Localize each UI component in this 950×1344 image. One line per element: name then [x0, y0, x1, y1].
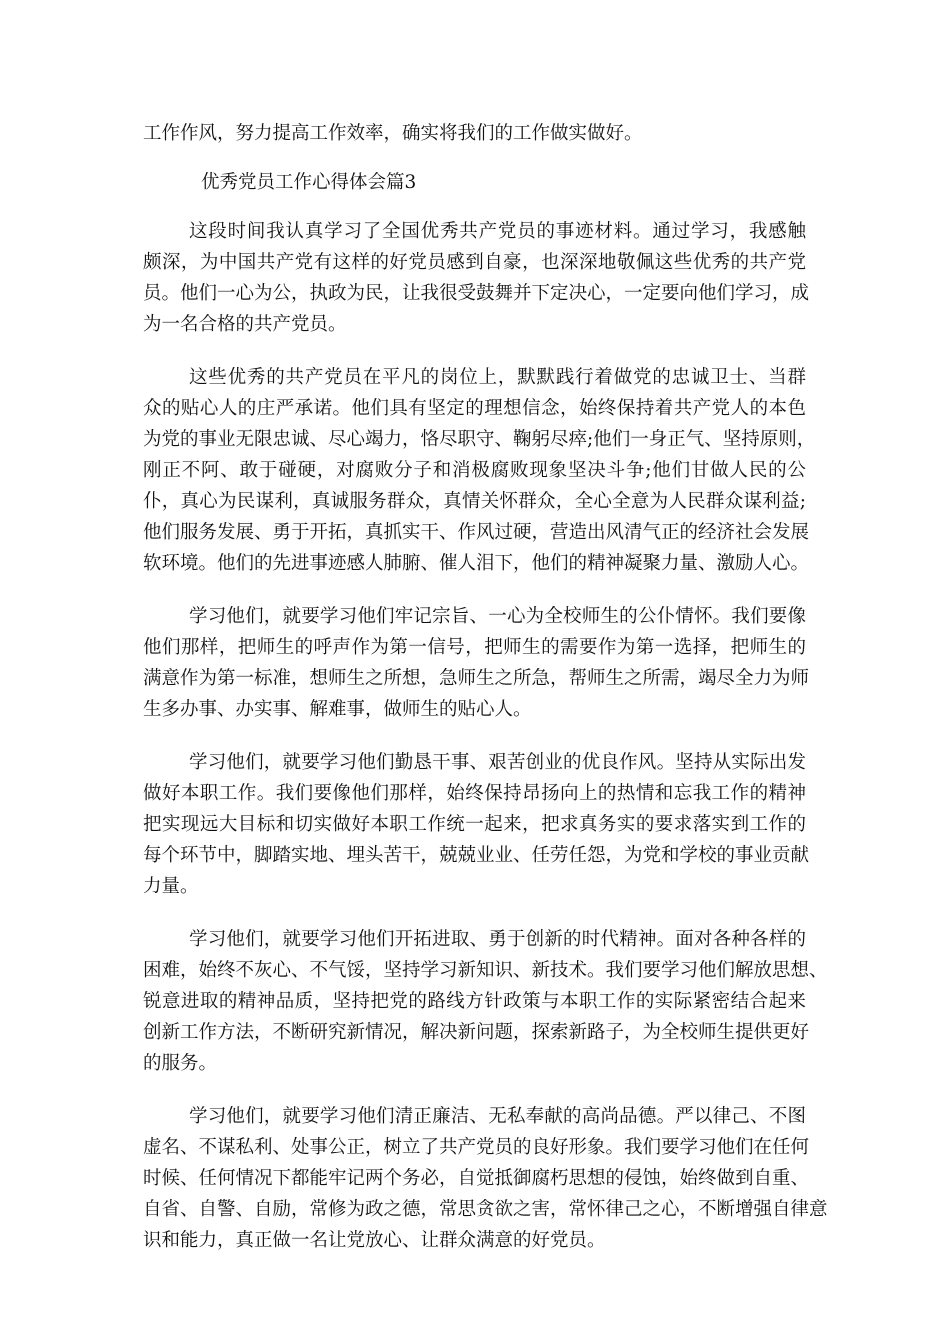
- paragraph-4: [143, 747, 810, 902]
- paragraph-line: 每个环节中，脚踏实地、埋头苦干，兢兢业业、任劳任怨，为党和学校的事业贡献: [143, 845, 810, 866]
- paragraph-line: 的服务。: [143, 1053, 218, 1074]
- paragraph-line: 刚正不阿、敢于碰硬，对腐败分子和消极腐败现象坚决斗争;他们甘做人民的公: [143, 460, 806, 481]
- paragraph-3: [143, 601, 810, 725]
- paragraph-line: 众的贴心人的庄严承诺。他们具有坚定的理想信念，始终保持着共产党人的本色: [143, 398, 806, 419]
- paragraph-line: 他们那样，把师生的呼声作为第一信号，把师生的需要作为第一选择，把师生的: [143, 637, 806, 658]
- paragraph-5: [143, 924, 828, 1079]
- paragraph-line: 学习他们，就要学习他们开拓进取、勇于创新的时代精神。面对各种各样的: [189, 929, 806, 950]
- paragraph-line: 仆，真心为民谋利，真诚服务群众，真情关怀群众，全心全意为人民群众谋利益;: [143, 491, 806, 512]
- paragraph-line: 学习他们，就要学习他们牢记宗旨、一心为全校师生的公仆情怀。我们要像: [189, 606, 806, 627]
- paragraph-line: 为一名合格的共产党员。: [143, 314, 347, 335]
- document-body: [143, 118, 828, 1256]
- paragraph-line: 力量。: [143, 876, 199, 897]
- paragraph-line: 识和能力，真正做一名让党放心、让群众满意的好党员。: [143, 1230, 606, 1251]
- paragraph-line: 这段时间我认真学习了全国优秀共产党员的事迹材料。通过学习，我感触: [189, 221, 806, 242]
- paragraph-line: 锐意进取的精神品质，坚持把党的路线方针政策与本职工作的实际紧密结合起来: [143, 991, 806, 1012]
- paragraph-line: 困难，始终不灰心、不气馁，坚持学习新知识、新技术。我们要学习他们解放思想、: [143, 960, 828, 981]
- paragraph-line: 虚名、不谋私利、处事公正，树立了共产党员的良好形象。我们要学习他们在任何: [143, 1137, 810, 1158]
- paragraph-line: 为党的事业无限忠诚、尽心竭力，恪尽职守、鞠躬尽瘁;他们一身正气、坚持原则，: [143, 429, 816, 450]
- intro-line: 工作作风，努力提高工作效率，确实将我们的工作做实做好。: [143, 123, 643, 144]
- paragraph-line: 学习他们，就要学习他们勤恳干事、艰苦创业的优良作风。坚持从实际出发: [189, 752, 806, 773]
- paragraph-line: 创新工作方法，不断研究新情况，解决新问题，探索新路子，为全校师生提供更好: [143, 1022, 810, 1043]
- paragraph-2: [143, 362, 816, 579]
- paragraph-1: [143, 216, 810, 340]
- paragraph-line: 这些优秀的共产党员在平凡的岗位上，默默践行着做党的忠诚卫士、当群: [189, 367, 806, 388]
- paragraph-line: 颇深，为中国共产党有这样的好党员感到自豪，也深深地敬佩这些优秀的共产党: [143, 252, 806, 273]
- paragraph-line: 把实现远大目标和切实做好本职工作统一起来，把求真务实的要求落实到工作的: [143, 814, 806, 835]
- paragraph-6: [143, 1101, 828, 1256]
- paragraph-line: 满意作为第一标准，想师生之所想，急师生之所急，帮师生之所需，竭尽全力为师: [143, 668, 810, 689]
- section-heading: 优秀党员工作心得体会篇3: [201, 172, 417, 193]
- paragraph-line: 软环境。他们的先进事迹感人肺腑、催人泪下，他们的精神凝聚力量、激励人心。: [143, 553, 810, 574]
- paragraph-line: 他们服务发展、勇于开拓，真抓实干、作风过硬，营造出风清气正的经济社会发展: [143, 522, 810, 543]
- paragraph-line: 自省、自警、自励，常修为政之德，常思贪欲之害，常怀律己之心，不断增强自律意: [143, 1199, 828, 1220]
- paragraph-line: 员。他们一心为公，执政为民，让我很受鼓舞并下定决心，一定要向他们学习，成: [143, 283, 810, 304]
- paragraph-line: 时候、任何情况下都能牢记两个务必，自觉抵御腐朽思想的侵蚀，始终做到自重、: [143, 1168, 810, 1189]
- paragraph-line: 做好本职工作。我们要像他们那样，始终保持昂扬向上的热情和忘我工作的精神: [143, 783, 806, 804]
- paragraph-line: 学习他们，就要学习他们清正廉洁、无私奉献的高尚品德。严以律己、不图: [189, 1106, 806, 1127]
- paragraph-line: 生多办事、办实事、解难事，做师生的贴心人。: [143, 699, 532, 720]
